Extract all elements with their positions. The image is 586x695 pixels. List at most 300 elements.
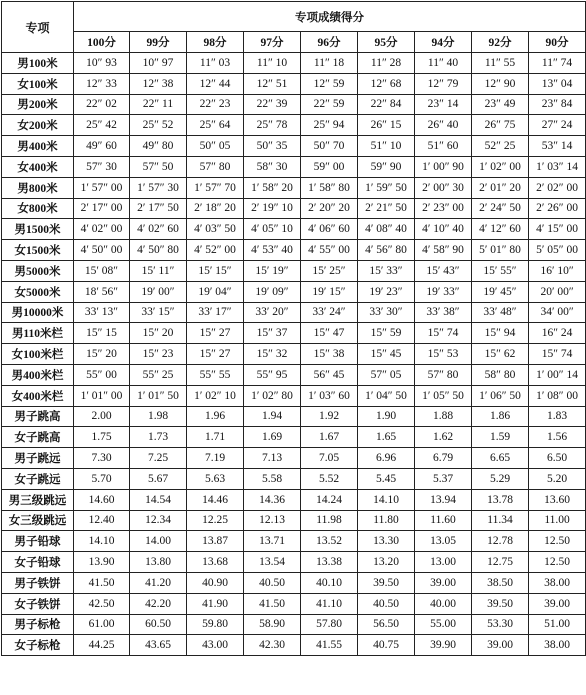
score-cell: 19′ 23″ (358, 281, 415, 302)
score-cell: 51″ 60 (415, 136, 472, 157)
score-cell: 22″ 02 (74, 94, 130, 115)
score-cell: 15″ 37 (244, 323, 301, 344)
event-cell: 男1500米 (2, 219, 74, 240)
score-cell: 13.71 (244, 531, 301, 552)
score-cell: 19′ 04″ (187, 281, 244, 302)
score-cell: 12.78 (472, 531, 529, 552)
event-cell: 女1500米 (2, 240, 74, 261)
score-cell: 5.29 (472, 468, 529, 489)
score-table (1, 1, 586, 656)
score-cell: 11.34 (472, 510, 529, 531)
score-cell: 4′ 55″ 00 (301, 240, 358, 261)
score-cell: 43.65 (130, 635, 187, 656)
event-cell: 男子标枪 (2, 614, 74, 635)
score-cell: 57″ 50 (130, 156, 187, 177)
score-cell: 25″ 42 (74, 115, 130, 136)
score-cell: 7.19 (187, 448, 244, 469)
score-cell: 12.50 (529, 531, 586, 552)
score-group-header: 专项成绩得分 (74, 2, 586, 32)
score-header: 96分 (301, 32, 358, 53)
score-cell: 5′ 05″ 00 (529, 240, 586, 261)
table-row (2, 385, 586, 406)
score-cell: 1′ 00″ 90 (415, 156, 472, 177)
score-cell: 1.59 (472, 427, 529, 448)
score-cell: 1.69 (244, 427, 301, 448)
score-cell: 2′ 20″ 20 (301, 198, 358, 219)
score-cell: 5.70 (74, 468, 130, 489)
table-row (2, 53, 586, 74)
score-cell: 1.86 (472, 406, 529, 427)
table-row (2, 73, 586, 94)
score-cell: 5.20 (529, 468, 586, 489)
score-cell: 4′ 10″ 40 (415, 219, 472, 240)
event-cell: 男10000米 (2, 302, 74, 323)
score-cell: 1′ 58″ 20 (244, 177, 301, 198)
score-cell: 2′ 00″ 30 (415, 177, 472, 198)
score-cell: 38.00 (529, 635, 586, 656)
score-cell: 2′ 02″ 00 (529, 177, 586, 198)
score-cell: 34′ 00″ (529, 302, 586, 323)
score-cell: 58″ 30 (244, 156, 301, 177)
score-cell: 1.96 (187, 406, 244, 427)
score-cell: 41.55 (301, 635, 358, 656)
score-cell: 11″ 74 (529, 53, 586, 74)
table-row (2, 240, 586, 261)
score-cell: 14.00 (130, 531, 187, 552)
score-cell: 5.37 (415, 468, 472, 489)
score-cell: 19′ 33″ (415, 281, 472, 302)
score-cell: 1.94 (244, 406, 301, 427)
event-cell: 女三级跳远 (2, 510, 74, 531)
score-cell: 1.56 (529, 427, 586, 448)
table-row (2, 198, 586, 219)
score-cell: 39.00 (472, 635, 529, 656)
score-cell: 19′ 15″ (301, 281, 358, 302)
table-row (2, 510, 586, 531)
score-cell: 55″ 00 (74, 364, 130, 385)
score-cell: 1.62 (415, 427, 472, 448)
table-row (2, 489, 586, 510)
score-cell: 14.36 (244, 489, 301, 510)
score-cell: 49″ 80 (130, 136, 187, 157)
score-cell: 12″ 59 (301, 73, 358, 94)
score-cell: 1′ 02″ 80 (244, 385, 301, 406)
score-cell: 22″ 11 (130, 94, 187, 115)
score-cell: 2.00 (74, 406, 130, 427)
score-cell: 4′ 08″ 40 (358, 219, 415, 240)
score-cell: 1.67 (301, 427, 358, 448)
score-cell: 42.20 (130, 593, 187, 614)
table-row (2, 136, 586, 157)
score-cell: 33′ 20″ (244, 302, 301, 323)
score-cell: 15″ 47 (301, 323, 358, 344)
score-cell: 23″ 84 (529, 94, 586, 115)
score-cell: 52″ 25 (472, 136, 529, 157)
score-cell: 40.50 (244, 572, 301, 593)
score-cell: 59.80 (187, 614, 244, 635)
score-cell: 1′ 01″ 50 (130, 385, 187, 406)
score-cell: 14.46 (187, 489, 244, 510)
score-cell: 13.38 (301, 552, 358, 573)
score-cell: 22″ 84 (358, 94, 415, 115)
score-cell: 10″ 93 (74, 53, 130, 74)
score-cell: 4′ 56″ 80 (358, 240, 415, 261)
score-cell: 16′ 10″ (529, 260, 586, 281)
event-cell: 女子跳高 (2, 427, 74, 448)
score-cell: 15″ 27 (187, 323, 244, 344)
score-cell: 33′ 30″ (358, 302, 415, 323)
score-cell: 14.10 (358, 489, 415, 510)
score-cell: 4′ 15″ 00 (529, 219, 586, 240)
score-cell: 15′ 11″ (130, 260, 187, 281)
score-cell: 2′ 26″ 00 (529, 198, 586, 219)
score-cell: 6.96 (358, 448, 415, 469)
score-cell: 12.75 (472, 552, 529, 573)
score-cell: 14.60 (74, 489, 130, 510)
score-cell: 55″ 95 (244, 364, 301, 385)
score-cell: 15′ 55″ (472, 260, 529, 281)
score-cell: 61.00 (74, 614, 130, 635)
event-cell: 女子跳远 (2, 468, 74, 489)
score-cell: 57″ 80 (187, 156, 244, 177)
score-cell: 4′ 53″ 40 (244, 240, 301, 261)
score-cell: 1′ 03″ 14 (529, 156, 586, 177)
score-cell: 40.75 (358, 635, 415, 656)
table-row (2, 177, 586, 198)
score-cell: 15″ 62 (472, 344, 529, 365)
score-header: 100分 (74, 32, 130, 53)
score-cell: 15″ 20 (74, 344, 130, 365)
score-cell: 39.00 (415, 572, 472, 593)
event-cell: 男子跳高 (2, 406, 74, 427)
table-row (2, 219, 586, 240)
score-cell: 22″ 39 (244, 94, 301, 115)
event-cell: 男400米 (2, 136, 74, 157)
score-cell: 6.65 (472, 448, 529, 469)
score-cell: 41.20 (130, 572, 187, 593)
score-cell: 14.10 (74, 531, 130, 552)
table-row (2, 406, 586, 427)
event-cell: 女100米栏 (2, 344, 74, 365)
score-cell: 15′ 43″ (415, 260, 472, 281)
score-cell: 12.13 (244, 510, 301, 531)
score-cell: 13.00 (415, 552, 472, 573)
score-cell: 57″ 30 (74, 156, 130, 177)
score-cell: 41.10 (301, 593, 358, 614)
score-cell: 2′ 18″ 20 (187, 198, 244, 219)
score-cell: 11″ 28 (358, 53, 415, 74)
score-cell: 13.60 (529, 489, 586, 510)
score-cell: 11.00 (529, 510, 586, 531)
table-row (2, 260, 586, 281)
table-row (2, 364, 586, 385)
score-cell: 4′ 06″ 60 (301, 219, 358, 240)
score-cell: 11″ 10 (244, 53, 301, 74)
table-row (2, 427, 586, 448)
score-cell: 11″ 55 (472, 53, 529, 74)
score-cell: 12.40 (74, 510, 130, 531)
score-header: 94分 (415, 32, 472, 53)
score-cell: 19′ 09″ (244, 281, 301, 302)
score-cell: 39.90 (415, 635, 472, 656)
score-header: 98分 (187, 32, 244, 53)
score-cell: 5′ 01″ 80 (472, 240, 529, 261)
table-row (2, 344, 586, 365)
score-cell: 1.88 (415, 406, 472, 427)
event-cell: 男400米栏 (2, 364, 74, 385)
score-cell: 5.45 (358, 468, 415, 489)
event-cell: 女子标枪 (2, 635, 74, 656)
event-cell: 女800米 (2, 198, 74, 219)
score-cell: 15″ 45 (358, 344, 415, 365)
score-cell: 53.30 (472, 614, 529, 635)
score-cell: 4′ 02″ 60 (130, 219, 187, 240)
score-cell: 12.25 (187, 510, 244, 531)
score-cell: 11″ 18 (301, 53, 358, 74)
event-cell: 男子跳远 (2, 448, 74, 469)
score-cell: 56.50 (358, 614, 415, 635)
score-cell: 25″ 78 (244, 115, 301, 136)
score-cell: 33′ 13″ (74, 302, 130, 323)
event-cell: 女400米栏 (2, 385, 74, 406)
score-cell: 7.13 (244, 448, 301, 469)
score-cell: 1′ 03″ 60 (301, 385, 358, 406)
event-cell: 男800米 (2, 177, 74, 198)
score-cell: 4′ 03″ 50 (187, 219, 244, 240)
score-cell: 40.10 (301, 572, 358, 593)
score-cell: 55″ 55 (187, 364, 244, 385)
score-cell: 4′ 50″ 80 (130, 240, 187, 261)
score-cell: 12″ 68 (358, 73, 415, 94)
score-cell: 2′ 01″ 20 (472, 177, 529, 198)
score-cell: 12″ 90 (472, 73, 529, 94)
score-header: 90分 (529, 32, 586, 53)
score-header: 95分 (358, 32, 415, 53)
table-body (2, 53, 586, 656)
score-cell: 4′ 12″ 60 (472, 219, 529, 240)
score-cell: 1′ 08″ 00 (529, 385, 586, 406)
score-cell: 12″ 33 (74, 73, 130, 94)
score-cell: 5.63 (187, 468, 244, 489)
score-cell: 15″ 74 (529, 344, 586, 365)
score-cell: 39.50 (358, 572, 415, 593)
score-cell: 12″ 51 (244, 73, 301, 94)
score-cell: 11″ 03 (187, 53, 244, 74)
score-cell: 13.30 (358, 531, 415, 552)
score-cell: 57″ 05 (358, 364, 415, 385)
table-row (2, 156, 586, 177)
score-cell: 26″ 40 (415, 115, 472, 136)
score-cell: 43.00 (187, 635, 244, 656)
score-cell: 15″ 74 (415, 323, 472, 344)
score-cell: 1.83 (529, 406, 586, 427)
score-cell: 15′ 19″ (244, 260, 301, 281)
score-cell: 6.50 (529, 448, 586, 469)
score-cell: 27″ 24 (529, 115, 586, 136)
score-cell: 11″ 40 (415, 53, 472, 74)
score-cell: 7.05 (301, 448, 358, 469)
score-cell: 15″ 20 (130, 323, 187, 344)
score-cell: 39.00 (529, 593, 586, 614)
score-cell: 15″ 15 (74, 323, 130, 344)
score-cell: 1′ 06″ 50 (472, 385, 529, 406)
score-cell: 1.92 (301, 406, 358, 427)
score-cell: 58.90 (244, 614, 301, 635)
event-cell: 女子铅球 (2, 552, 74, 573)
score-cell: 4′ 50″ 00 (74, 240, 130, 261)
score-cell: 15′ 08″ (74, 260, 130, 281)
score-cell: 1′ 02″ 00 (472, 156, 529, 177)
score-cell: 1′ 02″ 10 (187, 385, 244, 406)
score-cell: 41.50 (244, 593, 301, 614)
table-row (2, 614, 586, 635)
score-cell: 25″ 64 (187, 115, 244, 136)
score-cell: 15″ 38 (301, 344, 358, 365)
table-row (2, 552, 586, 573)
score-cell: 15″ 27 (187, 344, 244, 365)
score-cell: 13.05 (415, 531, 472, 552)
score-cell: 57.80 (301, 614, 358, 635)
score-cell: 12.50 (529, 552, 586, 573)
score-cell: 13.54 (244, 552, 301, 573)
score-cell: 1′ 01″ 00 (74, 385, 130, 406)
score-cell: 13.90 (74, 552, 130, 573)
score-cell: 2′ 17″ 00 (74, 198, 130, 219)
score-cell: 2′ 19″ 10 (244, 198, 301, 219)
score-cell: 25″ 94 (301, 115, 358, 136)
score-cell: 51″ 10 (358, 136, 415, 157)
score-cell: 2′ 23″ 00 (415, 198, 472, 219)
score-cell: 1.75 (74, 427, 130, 448)
score-cell: 58″ 80 (472, 364, 529, 385)
score-cell: 2′ 21″ 50 (358, 198, 415, 219)
score-cell: 50″ 35 (244, 136, 301, 157)
score-cell: 1′ 58″ 80 (301, 177, 358, 198)
score-cell: 38.50 (472, 572, 529, 593)
score-cell: 15′ 15″ (187, 260, 244, 281)
score-cell: 42.50 (74, 593, 130, 614)
score-cell: 12″ 38 (130, 73, 187, 94)
score-cell: 1′ 57″ 00 (74, 177, 130, 198)
score-cell: 19′ 45″ (472, 281, 529, 302)
score-cell: 1.71 (187, 427, 244, 448)
score-cell: 51.00 (529, 614, 586, 635)
score-cell: 4′ 05″ 10 (244, 219, 301, 240)
score-cell: 60.50 (130, 614, 187, 635)
score-cell: 13.87 (187, 531, 244, 552)
score-cell: 14.54 (130, 489, 187, 510)
score-cell: 13″ 04 (529, 73, 586, 94)
score-cell: 59″ 90 (358, 156, 415, 177)
score-cell: 1′ 05″ 50 (415, 385, 472, 406)
score-cell: 55.00 (415, 614, 472, 635)
event-cell: 女5000米 (2, 281, 74, 302)
score-cell: 1.90 (358, 406, 415, 427)
score-cell: 26″ 75 (472, 115, 529, 136)
score-cell: 11.80 (358, 510, 415, 531)
score-header: 99分 (130, 32, 187, 53)
score-cell: 12″ 79 (415, 73, 472, 94)
score-cell: 33′ 24″ (301, 302, 358, 323)
score-cell: 7.30 (74, 448, 130, 469)
score-cell: 59″ 00 (301, 156, 358, 177)
score-cell: 15″ 32 (244, 344, 301, 365)
score-cell: 12″ 44 (187, 73, 244, 94)
score-cell: 15″ 23 (130, 344, 187, 365)
score-cell: 22″ 23 (187, 94, 244, 115)
score-cell: 2′ 24″ 50 (472, 198, 529, 219)
score-cell: 55″ 25 (130, 364, 187, 385)
score-cell: 15′ 25″ (301, 260, 358, 281)
score-cell: 33′ 15″ (130, 302, 187, 323)
score-cell: 10″ 97 (130, 53, 187, 74)
score-cell: 2′ 17″ 50 (130, 198, 187, 219)
score-cell: 13.20 (358, 552, 415, 573)
table-row (2, 115, 586, 136)
table-row (2, 323, 586, 344)
score-cell: 41.90 (187, 593, 244, 614)
event-cell: 男100米 (2, 53, 74, 74)
score-cell: 23″ 14 (415, 94, 472, 115)
score-cell: 56″ 45 (301, 364, 358, 385)
score-cell: 7.25 (130, 448, 187, 469)
score-cell: 1′ 59″ 50 (358, 177, 415, 198)
score-cell: 1.73 (130, 427, 187, 448)
score-cell: 18′ 56″ (74, 281, 130, 302)
table-row (2, 531, 586, 552)
score-cell: 4′ 58″ 90 (415, 240, 472, 261)
score-cell: 22″ 59 (301, 94, 358, 115)
table-row (2, 448, 586, 469)
score-cell: 20′ 00″ (529, 281, 586, 302)
score-cell: 33′ 48″ (472, 302, 529, 323)
score-header: 97分 (244, 32, 301, 53)
score-cell: 49″ 60 (74, 136, 130, 157)
score-cell: 1′ 04″ 50 (358, 385, 415, 406)
score-cell: 16″ 24 (529, 323, 586, 344)
score-cell: 33′ 17″ (187, 302, 244, 323)
score-cell: 4′ 02″ 00 (74, 219, 130, 240)
event-cell: 男110米栏 (2, 323, 74, 344)
score-cell: 40.50 (358, 593, 415, 614)
score-cell: 12.34 (130, 510, 187, 531)
score-cell: 53″ 14 (529, 136, 586, 157)
score-cell: 13.80 (130, 552, 187, 573)
table-row (2, 281, 586, 302)
event-cell: 男200米 (2, 94, 74, 115)
score-cell: 1′ 00″ 14 (529, 364, 586, 385)
score-cell: 1.98 (130, 406, 187, 427)
score-cell: 38.00 (529, 572, 586, 593)
event-cell: 男5000米 (2, 260, 74, 281)
event-cell: 男三级跳远 (2, 489, 74, 510)
score-cell: 23″ 49 (472, 94, 529, 115)
score-cell: 40.00 (415, 593, 472, 614)
score-cell: 6.79 (415, 448, 472, 469)
score-cell: 1′ 57″ 30 (130, 177, 187, 198)
event-column-header: 专项 (2, 2, 74, 53)
score-cell: 39.50 (472, 593, 529, 614)
score-cell: 26″ 15 (358, 115, 415, 136)
table-row (2, 572, 586, 593)
event-cell: 女100米 (2, 73, 74, 94)
score-cell: 33′ 38″ (415, 302, 472, 323)
event-cell: 女400米 (2, 156, 74, 177)
table-row (2, 468, 586, 489)
score-cell: 41.50 (74, 572, 130, 593)
score-cell: 15″ 53 (415, 344, 472, 365)
score-cell: 13.94 (415, 489, 472, 510)
